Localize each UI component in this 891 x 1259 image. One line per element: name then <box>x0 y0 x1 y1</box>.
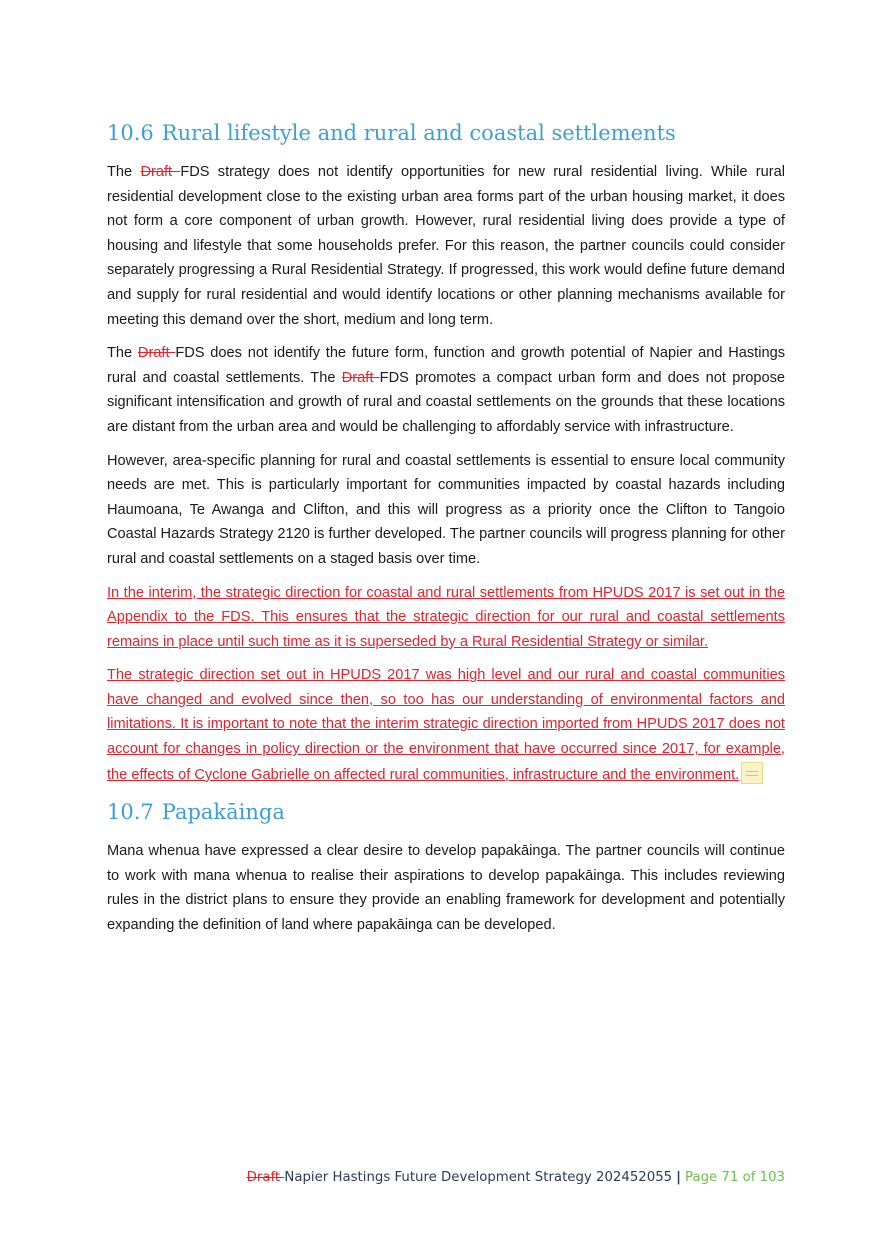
comment-note-icon[interactable] <box>741 762 763 784</box>
deleted-text-draft: Draft <box>140 164 181 180</box>
deleted-text-draft: Draft <box>137 345 176 362</box>
section-heading-10-6 <box>107 118 785 148</box>
paragraph-rural-residential <box>107 160 785 332</box>
section-number: 10.7 <box>107 800 154 825</box>
section-title: Rural lifestyle and rural and coastal settlements <box>161 121 676 145</box>
inserted-text: In the interim, the strategic direction for coastal and rural settlements from HPUDS 2017 is set out in the Appendix to the FDS. This ensures that the strategic direction for our rural and coastal settlements remains in place until such time as it is superseded by a Rural Residential Strategy or similar. <box>107 584 785 650</box>
paragraph-settlements-form <box>107 341 785 439</box>
document-page <box>107 118 785 947</box>
deleted-text-draft: Draft <box>341 369 380 386</box>
footer-page-number: Page 71 of 103 <box>685 1170 785 1185</box>
text-run: FDS strategy does not identify opportunities for new rural residential living. While rural residential development close to the existing urban area forms part of the urban housing market, it does not form a core component of urban growth. However, rural residential living does provide a type of housing and lifestyle that some households prefer. For this reason, the partner councils could consider separately progressing a Rural Residential Strategy. If progressed, this work would define future demand and supply for rural residential and would identify locations or other planning mechanisms available for meeting this demand over the short, medium and long term. <box>107 164 786 328</box>
section-number: 10.6 <box>107 121 154 145</box>
footer-separator: | <box>676 1170 681 1185</box>
section-title: Papakāinga <box>161 800 285 825</box>
paragraph-area-specific-planning: However, area-specific planning for rural and coastal settlements is essential to ensure local community needs are met. This is particularly important for communities impacted by coastal hazards including Haumoana, Te Awanga and Clifton, and this will progress as a priority once the Clifton to Tangoio Coastal Hazards Strategy 2120 is further developed. The partner councils will progress planning for other rural and coastal settlements on a staged basis over time. <box>107 452 785 567</box>
paragraph-hpuds-limitations <box>107 663 785 787</box>
footer-document-title: Napier Hastings Future Development Strategy 202452055 <box>284 1170 673 1185</box>
section-heading-10-7 <box>107 797 785 827</box>
text-run: The <box>107 164 141 180</box>
inserted-text: The strategic direction set out in HPUDS 2017 was high level and our rural and coastal communities have changed and evolved since then, so too has our understanding of environmental factors and limitations. It is important to note that the interim strategic direction imported from HPUDS 2017 does not account for changes in policy direction or the environment that have occurred since 2017, for example, the effects of Cyclone Gabrielle on affected rural communities, infrastructure and the environment. <box>107 667 785 783</box>
page-footer <box>247 1170 785 1185</box>
text-run: FDS promotes a compact urban form and does not propose significant intensification and growth of rural and coastal settlements on the grounds that these locations are distant from the urban area and would be challenging to affordably service with infrastructure. <box>107 369 785 435</box>
footer-deleted-draft: Draft <box>246 1170 285 1185</box>
text-run: FDS does not identify the future form, function and growth potential of Napier and Hastings rural and coastal settlements. The <box>107 345 786 386</box>
paragraph-interim-direction <box>107 581 785 655</box>
text-run: The <box>107 345 138 362</box>
paragraph-papakainga: Mana whenua have expressed a clear desire to develop papakāinga. The partner councils will continue to work with mana whenua to realise their aspirations to develop papakāinga. This includes reviewing rules in the district plans to ensure they provide an enabling framework for development and potentially expanding the definition of land where papakāinga can be developed. <box>107 843 785 934</box>
